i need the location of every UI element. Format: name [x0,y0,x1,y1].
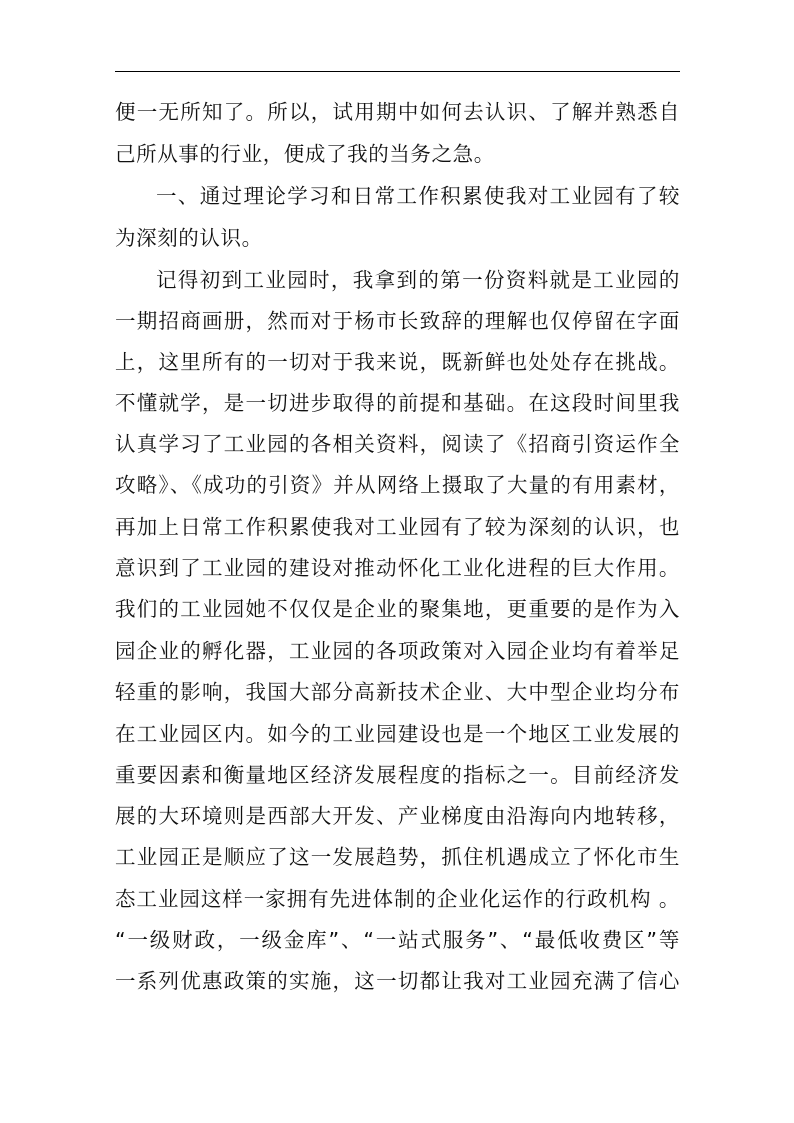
text-line: 记得初到工业园时，我拿到的第一份资料就是工业园的 [156,268,680,292]
header-rule [115,71,680,72]
text-line: 在工业园区内。如今的工业园建设也是一个地区工业发展的 [115,722,680,746]
text-line: 轻重的影响，我国大部分高新技术企业、大中型企业均分布 [115,680,680,704]
text-line: 我们的工业园她不仅仅是企业的聚集地，更重要的是作为入 [115,597,680,621]
text-line: 一期招商画册，然而对于杨市长致辞的理解也仅停留在字面 [115,309,680,333]
text-line: 便一无所知了。所以，试用期中如何去认识、了解并熟悉自 [115,100,680,124]
heading-line: 为深刻的认识。 [115,226,263,250]
text-line: 态工业园这样一家拥有先进体制的企业化运作的行政机构 。 [115,887,680,911]
text-line: 不懂就学，是一切进步取得的前提和基础。在这段时间里我 [115,391,680,415]
text-line: 再加上日常工作积累使我对工业园有了较为深刻的认识，也 [115,515,680,539]
text-line: “一级财政，一级金库”、“一站式服务”、“最低收费区”等 [115,928,680,952]
text-line: 一系列优惠政策的实施，这一切都让我对工业园充满了信心 [115,969,680,993]
heading-line: 一、通过理论学习和日常工作积累使我对工业园有了较 [156,184,680,208]
text-line: 己所从事的行业，便成了我的当务之急。 [115,142,495,166]
text-line: 园企业的孵化器，工业园的各项政策对入园企业均有着举足 [115,639,680,663]
text-line: 展的大环境则是西部大开发、产业梯度由沿海向内地转移， [115,804,680,828]
text-line: 工业园正是顺应了这一发展趋势，抓住机遇成立了怀化市生 [115,845,680,869]
text-line: 重要因素和衡量地区经济发展程度的指标之一。目前经济发 [115,763,680,787]
text-line: 意识到了工业园的建设对推动怀化工业化进程的巨大作用。 [115,556,680,580]
text-line: 认真学习了工业园的各相关资料，阅读了《招商引资运作全 [115,432,680,456]
text-line: 上，这里所有的一切对于我来说，既新鲜也处处存在挑战。 [115,350,680,374]
text-line: 攻略》、《成功的引资》并从网络上摄取了大量的有用素材， [115,473,680,497]
